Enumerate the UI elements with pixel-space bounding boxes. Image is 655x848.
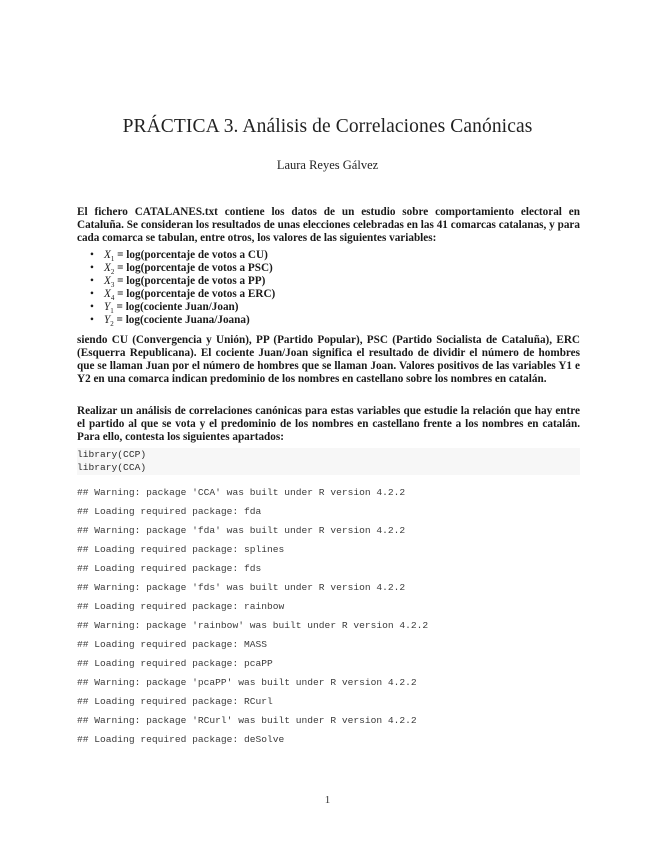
definitions-paragraph: siendo CU (Convergencia y Unión), PP (Partido Popular), PSC (Partido Socialista de Cataluña), ERC (Esquerra Republicana). El cociente Juan/Joan significa el resultado de dividir el número de hombres que se llaman Juan por el número de hombres que se llaman Joan. Valores positivos de las variables Y1 e Y2 en una comarca indican predominio de los nombres en castellano sobre los nombres en catalán. bbox=[77, 334, 580, 386]
code-line: library(CCP) bbox=[77, 449, 147, 460]
code-line: library(CCA) bbox=[77, 462, 147, 473]
output-line: ## Loading required package: deSolve bbox=[77, 734, 285, 745]
output-line: ## Warning: package 'CCA' was built under R version 4.2.2 bbox=[77, 487, 406, 498]
output-line: ## Warning: package 'fds' was built under R version 4.2.2 bbox=[77, 582, 406, 593]
intro-paragraph: El fichero CATALANES.txt contiene los datos de un estudio sobre comportamiento electoral en Cataluña. Se consideran los resultados de unas elecciones celebradas en las 41 comarcas catalanas, y para cada comarca se tabulan, entre otros, los valores de las siguientes variables: bbox=[77, 206, 580, 245]
author-name: Laura Reyes Gálvez bbox=[276, 158, 379, 172]
list-item: • $Y_1$ = log(cociente Juan/Joan) bbox=[90, 301, 239, 316]
output-line: ## Loading required package: MASS bbox=[77, 639, 267, 650]
output-line: ## Warning: package 'rainbow' was built under R version 4.2.2 bbox=[77, 620, 429, 631]
list-item: • $Y_2$ = log(cociente Juana/Joana) bbox=[90, 314, 250, 329]
code-block bbox=[77, 448, 580, 475]
output-line: ## Loading required package: fda bbox=[77, 506, 262, 517]
output-line: ## Warning: package 'pcaPP' was built under R version 4.2.2 bbox=[77, 677, 417, 688]
output-line: ## Loading required package: pcaPP bbox=[77, 658, 273, 669]
list-item: • $X_2$ = log(porcentaje de votos a PSC) bbox=[90, 262, 273, 277]
page-number: 1 bbox=[324, 794, 331, 806]
output-line: ## Warning: package 'fda' was built under R version 4.2.2 bbox=[77, 525, 406, 536]
page-title: PRÁCTICA 3. Análisis de Correlaciones Canónicas bbox=[122, 116, 533, 137]
output-line: ## Loading required package: rainbow bbox=[77, 601, 285, 612]
output-line: ## Warning: package 'RCurl' was built under R version 4.2.2 bbox=[77, 715, 417, 726]
variable-list bbox=[90, 249, 570, 328]
task-paragraph: Realizar un análisis de correlaciones canónicas para estas variables que estudie la relación que hay entre el partido al que se vota y el predominio de los nombres en castellano frente a los nombres en catalán. Para ello, contesta los siguientes apartados: bbox=[77, 405, 580, 444]
output-line: ## Loading required package: RCurl bbox=[77, 696, 273, 707]
output-line: ## Loading required package: splines bbox=[77, 544, 285, 555]
list-item: • $X_1$ = log(porcentaje de votos a CU) bbox=[90, 249, 268, 264]
list-item: • $X_3$ = log(porcentaje de votos a PP) bbox=[90, 275, 266, 290]
output-line: ## Loading required package: fds bbox=[77, 563, 262, 574]
list-item: • $X_4$ = log(porcentaje de votos a ERC) bbox=[90, 288, 276, 303]
